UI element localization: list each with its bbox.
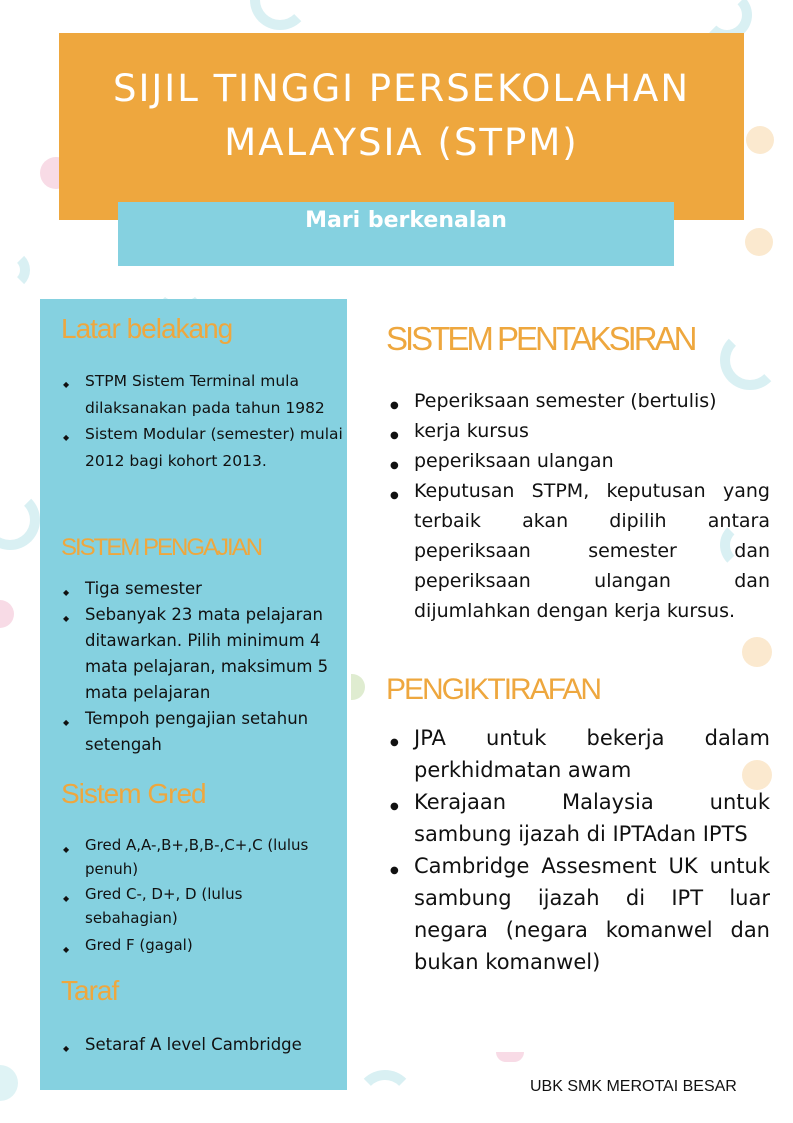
decor-dot xyxy=(742,637,772,667)
list-item: ● JPA untuk bekerja dalam perkhidmatan awam xyxy=(390,722,770,786)
decor-arc xyxy=(355,1070,415,1123)
sistem-gred-list xyxy=(61,834,337,958)
list-item: ◆ Gred A,A-,B+,B,B-,C+,C (lulus penuh) xyxy=(61,834,337,881)
list-item: ● Peperiksaan semester (bertulis) xyxy=(390,386,770,416)
decor-dot xyxy=(496,1052,524,1062)
list-item: ◆ Tiga semester xyxy=(61,576,347,602)
title-line-1: SIJIL TINGGI PERSEKOLAHAN xyxy=(112,67,690,110)
list-item: ◆ Setaraf A level Cambridge xyxy=(61,1033,341,1057)
list-item: ● Cambridge Assesment UK untuk sambung ijazah di IPT luar negara (negara komanwel dan bukan komanwel) xyxy=(390,850,770,978)
list-item: ◆ Gred C-, D+, D (lulus sebahagian) xyxy=(61,883,337,930)
title-line-2: MALAYSIA (STPM) xyxy=(224,121,579,164)
sistem-pengajian-list xyxy=(61,576,347,758)
decor-arc xyxy=(250,0,310,30)
page-title xyxy=(59,62,744,170)
list-item: ◆ Tempoh pengajian setahun setengah xyxy=(61,706,347,758)
decor-dot xyxy=(351,674,365,700)
list-item: ◆ Sebanyak 23 mata pelajaran ditawarkan. Pilih minimum 4 mata pelajaran, maksimum 5 mata pelajaran xyxy=(61,602,347,706)
decor-arc xyxy=(0,250,30,290)
list-item: ◆ Sistem Modular (semester) mulai 2012 bagi kohort 2013. xyxy=(61,421,351,474)
taraf-list xyxy=(61,1033,341,1057)
list-item: ● Keputusan STPM, keputusan yang terbaik akan dipilih antara peperiksaan semester dan peperiksaan ulangan dan dijumlahkan dengan kerja kursus. xyxy=(390,476,770,626)
list-item: ● Kerajaan Malaysia untuk sambung ijazah di IPTAdan IPTS xyxy=(390,786,770,850)
decor-dot xyxy=(746,126,774,154)
list-item: ● peperiksaan ulangan xyxy=(390,446,770,476)
heading-sistem-pentaksiran: SISTEM PENTAKSIRAN xyxy=(386,320,695,357)
sistem-pentaksiran-list xyxy=(390,386,770,626)
heading-sistem-pengajian: SISTEM PENGAJIAN xyxy=(61,534,262,561)
decor-arc xyxy=(720,330,780,390)
decor-arc xyxy=(0,490,40,550)
heading-pengiktirafan: PENGIKTIRAFAN xyxy=(386,673,601,706)
pengiktirafan-list xyxy=(390,722,770,978)
latar-belakang-list xyxy=(61,368,351,474)
list-item: ● kerja kursus xyxy=(390,416,770,446)
heading-sistem-gred: Sistem Gred xyxy=(61,778,206,809)
decor-dot xyxy=(0,600,14,628)
decor-dot xyxy=(745,228,773,256)
heading-latar-belakang: Latar belakang xyxy=(61,313,233,344)
list-item: ◆ Gred F (gagal) xyxy=(61,934,337,958)
heading-taraf: Taraf xyxy=(61,975,119,1006)
subtitle: Mari berkenalan xyxy=(305,208,507,233)
decor-dot xyxy=(0,1065,18,1101)
list-item: ◆ STPM Sistem Terminal mula dilaksanakan pada tahun 1982 xyxy=(61,368,351,421)
footer-school-name: UBK SMK MEROTAI BESAR xyxy=(530,1078,737,1095)
